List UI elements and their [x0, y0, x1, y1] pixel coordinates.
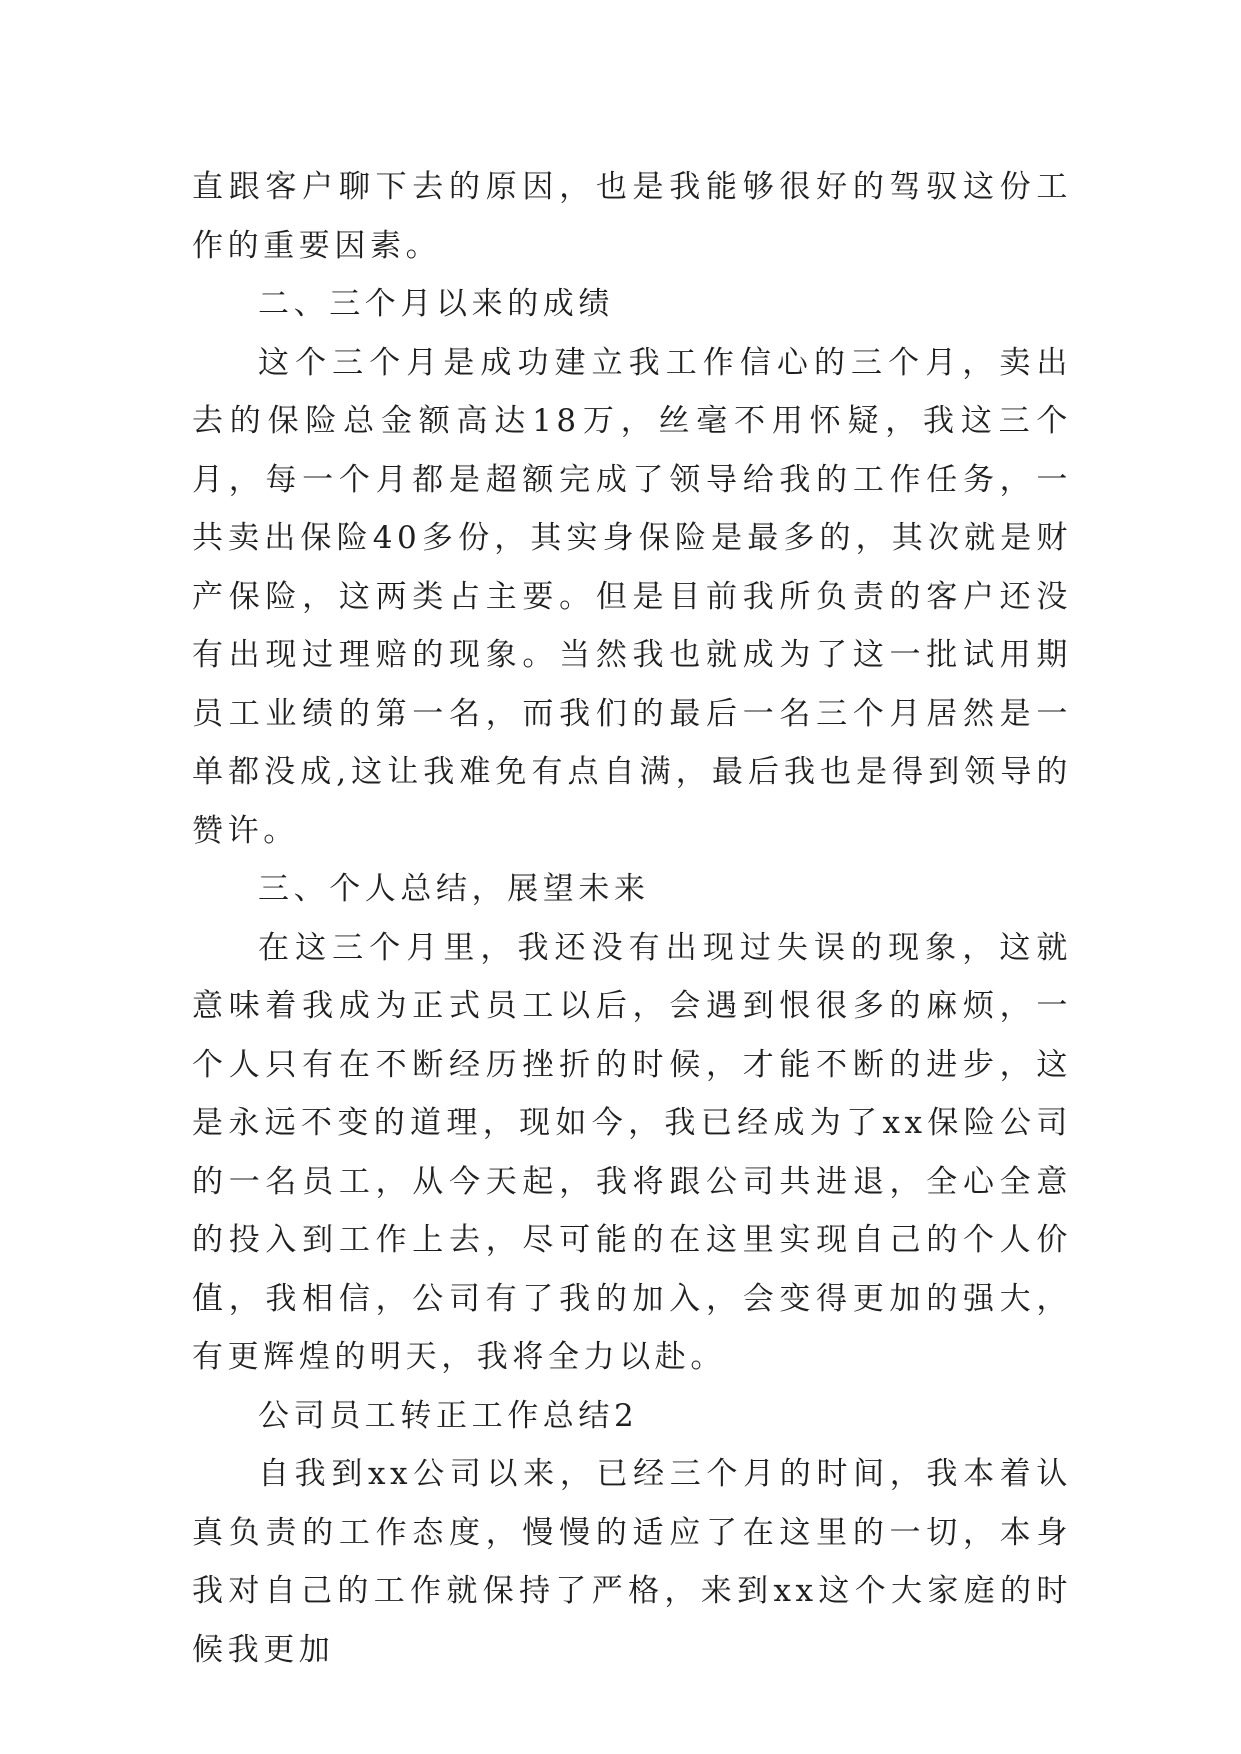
document-body: [192, 158, 1072, 1679]
paragraph-intro-2: 自我到xx公司以来，已经三个月的时间，我本着认真负责的工作态度，慢慢的适应了在这里的一切，本身我对自己的工作就保持了严格，来到xx这个大家庭的时候我更加: [192, 1456, 1072, 1668]
document-title-2: 公司员工转正工作总结2: [258, 1397, 639, 1434]
section-heading-summary: 三、个人总结，展望未来: [258, 871, 650, 907]
paragraph-summary: 在这三个月里，我还没有出现过失误的现象，这就意味着我成为正式员工以后，会遇到恨很多的麻烦，一个人只有在不断经历挫折的时候，才能不断的进步，这是永远不变的道理，现如今，我已经成为了xx保险公司的一名员工，从今天起，我将跟公司共进退，全心全意的投入到工作上去，尽可能的在这里实现自己的个人价值，我相信，公司有了我的加入，会变得更加的强大，有更辉煌的明天，我将全力以赴。: [192, 929, 1072, 1375]
section-heading-achievements: 二、三个月以来的成绩: [258, 286, 614, 322]
paragraph-achievements: 这个三个月是成功建立我工作信心的三个月，卖出去的保险总金额高达18万，丝毫不用怀疑，我这三个月，每一个月都是超额完成了领导给我的工作任务，一共卖出保险40多份，其实身保险是最多的，其次就是财产保险，这两类占主要。但是目前我所负责的客户还没有出现过理赔的现象。当然我也就成为了这一批试用期员工业绩的第一名，而我们的最后一名三个月居然是一单都没成,这让我难免有点自满，最后我也是得到领导的赞许。: [192, 344, 1072, 849]
paragraph-continued: 直跟客户聊下去的原因，也是我能够很好的驾驭这份工作的重要因素。: [192, 169, 1072, 264]
